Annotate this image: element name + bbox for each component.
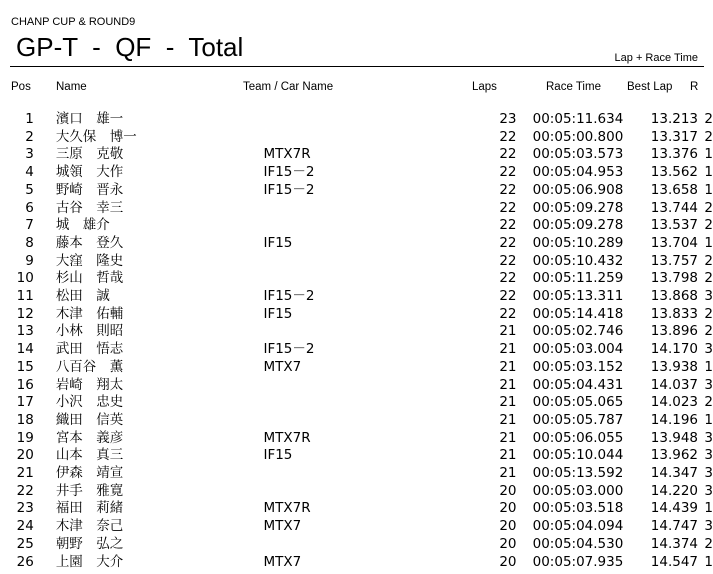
best-lap-cell: 13.798 bbox=[650, 270, 699, 287]
table-row bbox=[0, 164, 713, 182]
table-row bbox=[0, 483, 713, 501]
best-lap-cell: 13.757 bbox=[650, 252, 699, 269]
r-cell: 1 bbox=[704, 358, 713, 375]
position-cell: 23 bbox=[16, 500, 34, 517]
best-lap-cell: 13.317 bbox=[650, 128, 699, 145]
team-car-cell: MTX7R bbox=[263, 429, 311, 446]
r-cell: 3 bbox=[704, 465, 713, 482]
r-cell: 2 bbox=[704, 217, 713, 234]
driver-name-cell: 城 雄介 bbox=[55, 217, 110, 234]
r-cell: 3 bbox=[704, 447, 713, 464]
column-header-laps: Laps bbox=[472, 81, 497, 93]
team-car-cell: MTX7 bbox=[263, 358, 302, 375]
best-lap-cell: 14.037 bbox=[650, 376, 699, 393]
position-cell: 19 bbox=[16, 429, 34, 446]
column-header-best-lap: Best Lap bbox=[627, 81, 673, 93]
driver-name-cell: 三原 克敬 bbox=[55, 146, 124, 163]
position-cell: 5 bbox=[25, 181, 34, 198]
driver-name-cell: 朝野 弘之 bbox=[55, 535, 124, 552]
r-cell: 2 bbox=[704, 323, 713, 340]
table-row bbox=[0, 270, 713, 288]
driver-name-cell: 上園 大介 bbox=[55, 553, 124, 570]
r-cell: 2 bbox=[704, 199, 713, 216]
position-cell: 24 bbox=[16, 518, 34, 535]
laps-cell: 22 bbox=[499, 270, 517, 287]
race-time-cell: 00:05:13.592 bbox=[532, 465, 624, 482]
team-car-cell bbox=[263, 377, 483, 395]
laps-cell: 22 bbox=[499, 305, 517, 322]
team-car-cell bbox=[263, 394, 483, 412]
race-time-cell: 00:05:03.573 bbox=[532, 146, 624, 163]
table-row bbox=[0, 341, 713, 359]
race-time-cell: 00:05:10.432 bbox=[532, 252, 624, 269]
laps-cell: 22 bbox=[499, 181, 517, 198]
position-cell: 3 bbox=[25, 146, 34, 163]
laps-cell: 22 bbox=[499, 288, 517, 305]
position-cell: 12 bbox=[16, 305, 34, 322]
r-cell: 3 bbox=[704, 376, 713, 393]
table-row bbox=[0, 146, 713, 164]
position-cell: 7 bbox=[25, 217, 34, 234]
driver-name-cell: 大久保 博一 bbox=[55, 128, 137, 145]
best-lap-cell: 13.868 bbox=[650, 288, 699, 305]
column-header-team: Team / Car Name bbox=[243, 81, 334, 93]
race-time-cell: 00:05:11.259 bbox=[532, 270, 624, 287]
race-time-cell: 00:05:03.152 bbox=[532, 358, 624, 375]
best-lap-cell: 14.196 bbox=[650, 411, 699, 428]
position-cell: 4 bbox=[25, 164, 34, 181]
driver-name-cell: 古谷 幸三 bbox=[55, 199, 124, 216]
race-time-cell: 00:05:04.953 bbox=[532, 164, 624, 181]
team-car-cell bbox=[263, 270, 483, 288]
r-cell: 2 bbox=[704, 111, 713, 127]
r-cell: 1 bbox=[704, 553, 713, 570]
position-cell: 17 bbox=[16, 394, 34, 411]
r-cell: 1 bbox=[704, 234, 713, 251]
column-header-pos: Pos bbox=[11, 81, 31, 93]
race-time-cell: 00:05:06.055 bbox=[532, 429, 624, 446]
table-row bbox=[0, 111, 713, 129]
table-row bbox=[0, 306, 713, 324]
laps-cell: 22 bbox=[499, 217, 517, 234]
r-cell: 2 bbox=[704, 535, 713, 552]
driver-name-cell: 藤本 登久 bbox=[55, 234, 124, 251]
team-car-cell: MTX7R bbox=[263, 500, 311, 517]
r-cell: 3 bbox=[704, 518, 713, 535]
race-time-cell: 00:05:03.004 bbox=[532, 341, 624, 358]
team-car-cell: IF15－2 bbox=[263, 341, 315, 358]
r-cell: 3 bbox=[704, 482, 713, 499]
best-lap-cell: 13.938 bbox=[650, 358, 699, 375]
position-cell: 8 bbox=[25, 234, 34, 251]
table-row bbox=[0, 129, 713, 147]
driver-name-cell: 木津 佑輔 bbox=[55, 305, 124, 322]
race-time-cell: 00:05:05.065 bbox=[532, 394, 624, 411]
laps-cell: 21 bbox=[499, 465, 517, 482]
laps-cell: 22 bbox=[499, 234, 517, 251]
position-cell: 16 bbox=[16, 376, 34, 393]
best-lap-cell: 13.744 bbox=[650, 199, 699, 216]
laps-cell: 20 bbox=[499, 500, 517, 517]
race-time-cell: 00:05:09.278 bbox=[532, 217, 624, 234]
table-row bbox=[0, 253, 713, 271]
team-car-cell bbox=[263, 465, 483, 483]
table-row bbox=[0, 447, 713, 465]
team-car-cell bbox=[263, 217, 483, 235]
laps-cell: 23 bbox=[499, 111, 517, 127]
team-car-cell: IF15－2 bbox=[263, 164, 315, 181]
table-row bbox=[0, 323, 713, 341]
best-lap-cell: 13.896 bbox=[650, 323, 699, 340]
position-cell: 10 bbox=[16, 270, 34, 287]
table-row bbox=[0, 465, 713, 483]
driver-name-cell: 城領 大作 bbox=[55, 164, 124, 181]
column-header-race-time: Race Time bbox=[546, 81, 601, 93]
r-cell: 1 bbox=[704, 146, 713, 163]
position-cell: 14 bbox=[16, 341, 34, 358]
table-row bbox=[0, 182, 713, 200]
team-car-cell: MTX7 bbox=[263, 553, 302, 570]
laps-cell: 21 bbox=[499, 341, 517, 358]
laps-cell: 21 bbox=[499, 323, 517, 340]
team-car-cell bbox=[263, 129, 483, 147]
position-cell: 22 bbox=[16, 482, 34, 499]
r-cell: 3 bbox=[704, 288, 713, 305]
position-cell: 21 bbox=[16, 465, 34, 482]
table-row bbox=[0, 500, 713, 518]
race-time-cell: 00:05:11.634 bbox=[532, 111, 624, 127]
laps-cell: 21 bbox=[499, 394, 517, 411]
position-cell: 1 bbox=[25, 111, 34, 127]
driver-name-cell: 福田 莉緒 bbox=[55, 500, 124, 517]
race-time-cell: 00:05:03.518 bbox=[532, 500, 624, 517]
position-cell: 13 bbox=[16, 323, 34, 340]
race-time-cell: 00:05:03.000 bbox=[532, 482, 624, 499]
table-row bbox=[0, 412, 713, 430]
team-car-cell bbox=[263, 111, 483, 129]
best-lap-cell: 14.220 bbox=[650, 482, 699, 499]
best-lap-cell: 14.170 bbox=[650, 341, 699, 358]
position-cell: 2 bbox=[25, 128, 34, 145]
driver-name-cell: 岩崎 翔太 bbox=[55, 376, 124, 393]
race-time-cell: 00:05:04.094 bbox=[532, 518, 624, 535]
position-cell: 18 bbox=[16, 411, 34, 428]
driver-name-cell: 杉山 哲哉 bbox=[55, 270, 124, 287]
laps-cell: 20 bbox=[499, 535, 517, 552]
table-row bbox=[0, 377, 713, 395]
race-time-cell: 00:05:05.787 bbox=[532, 411, 624, 428]
team-car-cell: IF15 bbox=[263, 447, 293, 464]
r-cell: 1 bbox=[704, 500, 713, 517]
table-row bbox=[0, 536, 713, 554]
team-car-cell: IF15 bbox=[263, 305, 293, 322]
table-row bbox=[0, 359, 713, 377]
table-row bbox=[0, 518, 713, 536]
table-row bbox=[0, 200, 713, 218]
best-lap-cell: 13.962 bbox=[650, 447, 699, 464]
best-lap-cell: 14.439 bbox=[650, 500, 699, 517]
race-time-cell: 00:05:04.530 bbox=[532, 535, 624, 552]
race-time-cell: 00:05:13.311 bbox=[532, 288, 624, 305]
race-time-cell: 00:05:10.289 bbox=[532, 234, 624, 251]
laps-cell: 22 bbox=[499, 146, 517, 163]
driver-name-cell: 山本 真三 bbox=[55, 447, 124, 464]
table-row bbox=[0, 430, 713, 448]
race-time-cell: 00:05:07.935 bbox=[532, 553, 624, 570]
laps-cell: 20 bbox=[499, 518, 517, 535]
driver-name-cell: 松田 誠 bbox=[55, 288, 110, 305]
laps-cell: 21 bbox=[499, 447, 517, 464]
race-time-cell: 00:05:06.908 bbox=[532, 181, 624, 198]
team-car-cell bbox=[263, 200, 483, 218]
header-divider bbox=[10, 66, 704, 67]
table-row bbox=[0, 394, 713, 412]
laps-cell: 20 bbox=[499, 553, 517, 570]
driver-name-cell: 小沢 忠史 bbox=[55, 394, 124, 411]
race-time-cell: 00:05:04.431 bbox=[532, 376, 624, 393]
r-cell: 3 bbox=[704, 341, 713, 358]
race-time-cell: 00:05:10.044 bbox=[532, 447, 624, 464]
table-row bbox=[0, 288, 713, 306]
driver-name-cell: 木津 奈己 bbox=[55, 518, 124, 535]
position-cell: 20 bbox=[16, 447, 34, 464]
table-row bbox=[0, 217, 713, 235]
race-time-cell: 00:05:02.746 bbox=[532, 323, 624, 340]
best-lap-cell: 13.948 bbox=[650, 429, 699, 446]
laps-cell: 22 bbox=[499, 252, 517, 269]
laps-cell: 21 bbox=[499, 376, 517, 393]
laps-cell: 22 bbox=[499, 199, 517, 216]
best-lap-cell: 14.347 bbox=[650, 465, 699, 482]
laps-cell: 21 bbox=[499, 358, 517, 375]
driver-name-cell: 八百谷 薫 bbox=[55, 358, 124, 375]
best-lap-cell: 13.833 bbox=[650, 305, 699, 322]
best-lap-cell: 14.374 bbox=[650, 535, 699, 552]
table-row bbox=[0, 554, 713, 572]
laps-cell: 22 bbox=[499, 128, 517, 145]
race-time-cell: 00:05:09.278 bbox=[532, 199, 624, 216]
driver-name-cell: 武田 悟志 bbox=[55, 341, 124, 358]
team-car-cell: IF15－2 bbox=[263, 181, 315, 198]
best-lap-cell: 14.023 bbox=[650, 394, 699, 411]
driver-name-cell: 伊森 靖宣 bbox=[55, 465, 124, 482]
driver-name-cell: 大窪 隆史 bbox=[55, 252, 124, 269]
position-cell: 25 bbox=[16, 535, 34, 552]
page-title: GP-T - QF - Total bbox=[16, 32, 244, 62]
laps-cell: 21 bbox=[499, 429, 517, 446]
r-cell: 2 bbox=[704, 128, 713, 145]
team-car-cell bbox=[263, 483, 483, 501]
r-cell: 3 bbox=[704, 429, 713, 446]
team-car-cell: MTX7R bbox=[263, 146, 311, 163]
r-cell: 2 bbox=[704, 305, 713, 322]
column-header-name: Name bbox=[56, 81, 87, 93]
position-cell: 11 bbox=[16, 288, 34, 305]
best-lap-cell: 13.658 bbox=[650, 181, 699, 198]
position-cell: 6 bbox=[25, 199, 34, 216]
team-car-cell bbox=[263, 536, 483, 554]
team-car-cell: MTX7 bbox=[263, 518, 302, 535]
r-cell: 1 bbox=[704, 164, 713, 181]
team-car-cell: IF15 bbox=[263, 234, 293, 251]
results-table bbox=[0, 111, 713, 571]
team-car-cell bbox=[263, 323, 483, 341]
driver-name-cell: 濱口 雄一 bbox=[55, 111, 124, 127]
best-lap-cell: 13.537 bbox=[650, 217, 699, 234]
best-lap-cell: 13.562 bbox=[650, 164, 699, 181]
position-cell: 9 bbox=[25, 252, 34, 269]
position-cell: 26 bbox=[16, 553, 34, 570]
r-cell: 2 bbox=[704, 252, 713, 269]
driver-name-cell: 宮本 義彦 bbox=[55, 429, 124, 446]
team-car-cell bbox=[263, 253, 483, 271]
driver-name-cell: 野崎 晋永 bbox=[55, 181, 124, 198]
ranking-mode: Lap + Race Time bbox=[614, 52, 698, 64]
best-lap-cell: 13.704 bbox=[650, 234, 699, 251]
best-lap-cell: 14.747 bbox=[650, 518, 699, 535]
race-time-cell: 00:05:14.418 bbox=[532, 305, 624, 322]
best-lap-cell: 13.213 bbox=[650, 111, 699, 127]
team-car-cell: IF15－2 bbox=[263, 288, 315, 305]
laps-cell: 21 bbox=[499, 411, 517, 428]
r-cell: 2 bbox=[704, 394, 713, 411]
r-cell: 1 bbox=[704, 411, 713, 428]
best-lap-cell: 14.547 bbox=[650, 553, 699, 570]
driver-name-cell: 井手 雅寛 bbox=[55, 482, 124, 499]
event-name: CHANP CUP & ROUND9 bbox=[11, 16, 136, 28]
race-time-cell: 00:05:00.800 bbox=[532, 128, 624, 145]
laps-cell: 22 bbox=[499, 164, 517, 181]
driver-name-cell: 織田 信英 bbox=[55, 411, 124, 428]
driver-name-cell: 小林 則昭 bbox=[55, 323, 124, 340]
laps-cell: 20 bbox=[499, 482, 517, 499]
column-header-r: R bbox=[690, 81, 699, 93]
table-row bbox=[0, 235, 713, 253]
r-cell: 1 bbox=[704, 181, 713, 198]
r-cell: 2 bbox=[704, 270, 713, 287]
team-car-cell bbox=[263, 412, 483, 430]
position-cell: 15 bbox=[16, 358, 34, 375]
best-lap-cell: 13.376 bbox=[650, 146, 699, 163]
